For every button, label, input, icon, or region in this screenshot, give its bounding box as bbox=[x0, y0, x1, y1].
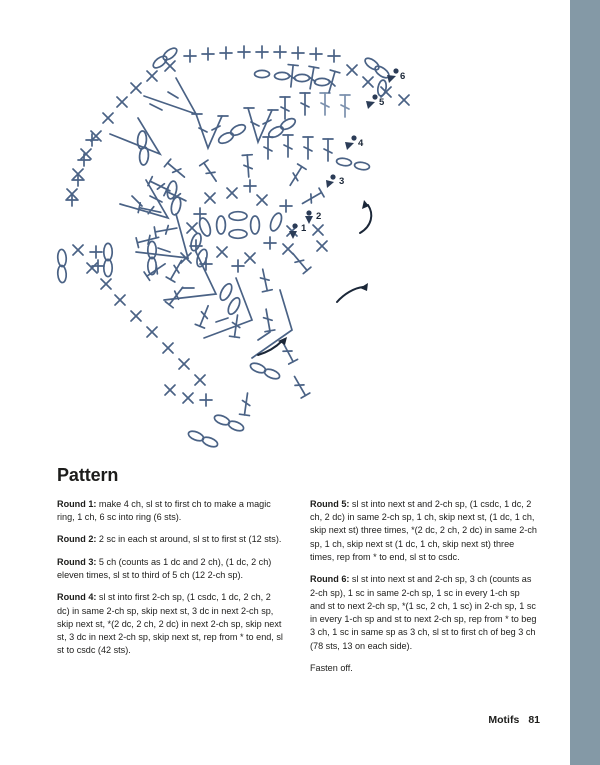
footer-page-number: 81 bbox=[528, 714, 540, 726]
round-marker-4 bbox=[345, 135, 364, 150]
round-1-group bbox=[197, 212, 283, 239]
pattern-paragraph bbox=[57, 533, 284, 546]
round-marker-6 bbox=[387, 68, 405, 83]
svg-text:3: 3 bbox=[339, 176, 345, 187]
pattern-paragraph bbox=[57, 591, 284, 657]
pattern-column-left bbox=[57, 498, 284, 658]
svg-text:4: 4 bbox=[358, 138, 364, 149]
round-marker-5 bbox=[366, 94, 385, 109]
pattern-paragraph bbox=[57, 556, 284, 583]
direction-arrow-2 bbox=[337, 283, 368, 302]
round-text: sl st into first 2-ch sp, (1 csdc, 1 dc, 2 ch, 2 dc) in same 2-ch sp, skip next st, 3 dc in next 2-ch sp, skip next st, *(2 dc, 2 ch, 2 dc) in next 2-ch sp, skip next st, 3 dc in next 2-ch sp, skip next st, rep from * to end, sl st to csdc (42 sts). bbox=[57, 592, 283, 656]
round-text: 5 ch (counts as 1 dc and 2 ch), (1 dc, 2 ch) eleven times, sl st to third of 5 ch (12 2-ch sp). bbox=[57, 556, 272, 580]
footer-section-label: Motifs bbox=[488, 714, 520, 726]
crochet-chart bbox=[0, 0, 460, 460]
pattern-column-right bbox=[310, 498, 537, 676]
crochet-chart-svg bbox=[0, 0, 460, 460]
round-marker-3 bbox=[326, 174, 344, 188]
direction-arrows bbox=[258, 200, 371, 355]
round-label: Round 2: bbox=[57, 534, 97, 545]
pattern-columns bbox=[57, 498, 537, 676]
svg-text:5: 5 bbox=[379, 97, 385, 108]
round-text: sl st into next st and 2-ch sp, (1 csdc, 1 dc, 2 ch, 2 dc) in same 2-ch sp, 1 ch, skip next st, (1 dc, 1 ch, skip next st) three times, *(2 dc, 2 ch, 2 dc) in same 2-ch sp, 1 ch, skip next st (1 dc, 1 ch, skip next st) three times, rep from * to end, sl st to csdc. bbox=[310, 498, 537, 562]
round-text: make 4 ch, sl st to first ch to make a magic ring, 1 ch, 6 sc into ring (6 sts). bbox=[57, 498, 271, 523]
round-marker-1 bbox=[289, 223, 307, 239]
round-text: 2 sc in each st around, sl st to first st (12 sts). bbox=[96, 534, 282, 545]
pattern-heading: Pattern bbox=[57, 465, 119, 485]
page-edge-band bbox=[570, 0, 600, 765]
fasten-off-text: Fasten off. bbox=[310, 663, 353, 674]
round-label: Round 6: bbox=[310, 574, 350, 585]
direction-arrow-3 bbox=[258, 337, 287, 355]
pattern-paragraph bbox=[310, 573, 537, 653]
round-label: Round 1: bbox=[57, 498, 97, 509]
svg-text:6: 6 bbox=[400, 71, 406, 82]
pattern-paragraph bbox=[57, 498, 284, 525]
round-label: Round 5: bbox=[310, 498, 350, 509]
pattern-section bbox=[57, 466, 537, 675]
round-3-group bbox=[154, 155, 324, 292]
page-footer bbox=[0, 714, 540, 726]
round-label: Round 4: bbox=[57, 592, 97, 603]
svg-text:1: 1 bbox=[301, 223, 307, 234]
round-6-group bbox=[57, 46, 409, 449]
svg-text:2: 2 bbox=[316, 211, 322, 222]
direction-arrow-1 bbox=[360, 200, 371, 233]
round-text: sl st into next st and 2-ch sp, 3 ch (counts as 2-ch sp), 1 sc in same 2-ch sp, 1 sc in every 1-ch sp and st to next 2-ch sp, *(1 sc, 2 ch, 1 sc) in 2-ch sp, 1 sc in every 1-ch sp and st to next 2-ch sp, rep from * to beg 3 ch, 1 sc in same sp as 3 ch, sl st to first ch of beg 3 ch (78 sts, 13 on each side). bbox=[310, 574, 537, 651]
round-marker-2 bbox=[305, 210, 321, 224]
pattern-paragraph bbox=[310, 498, 537, 564]
chart-stitch-symbols bbox=[57, 46, 409, 449]
pattern-paragraph bbox=[310, 662, 537, 675]
round-label: Round 3: bbox=[57, 556, 97, 567]
